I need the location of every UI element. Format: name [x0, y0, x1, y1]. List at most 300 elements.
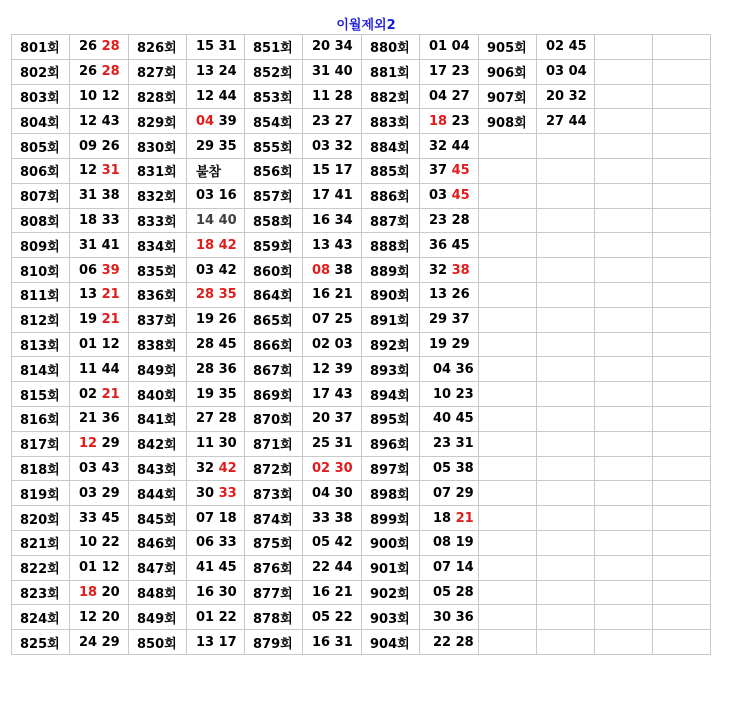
round-cell: 852회 — [245, 59, 303, 84]
number-value: 02 — [312, 460, 331, 476]
round-cell: 817회 — [12, 431, 70, 456]
numbers-cell — [303, 580, 362, 605]
round-cell — [479, 357, 537, 382]
round-cell — [479, 456, 537, 481]
round-cell — [479, 332, 537, 357]
round-cell: 897회 — [362, 456, 420, 481]
table-body — [12, 35, 711, 655]
numbers-cell — [420, 630, 479, 655]
number-value: 42 — [218, 460, 237, 476]
numbers-cell — [420, 580, 479, 605]
numbers-cell — [653, 307, 711, 332]
numbers-cell — [187, 630, 245, 655]
numbers-cell — [303, 134, 362, 159]
round-cell: 849회 — [129, 605, 187, 630]
number-value: 22 — [312, 560, 331, 576]
numbers-cell — [70, 35, 129, 60]
round-cell — [479, 382, 537, 407]
round-cell: 890회 — [362, 282, 420, 307]
numbers-cell — [420, 84, 479, 109]
round-cell — [595, 605, 653, 630]
round-cell: 854회 — [245, 109, 303, 134]
round-cell: 814회 — [12, 357, 70, 382]
number-value: 05 — [433, 584, 452, 600]
numbers-cell — [187, 406, 245, 431]
number-value: 01 — [79, 336, 98, 352]
round-cell — [479, 530, 537, 555]
number-value: 18 — [79, 212, 98, 228]
round-cell: 874회 — [245, 506, 303, 531]
numbers-cell — [303, 233, 362, 258]
number-value: 28 — [196, 287, 215, 303]
number-value: 29 — [455, 485, 474, 501]
number-value: 26 — [79, 64, 98, 80]
number-value: 27 — [546, 113, 565, 129]
number-value: 28 — [334, 88, 353, 104]
table-row — [12, 233, 711, 258]
number-value: 27 — [334, 113, 353, 129]
round-cell — [595, 258, 653, 283]
round-cell: 871회 — [245, 431, 303, 456]
number-value: 17 — [334, 163, 353, 179]
numbers-cell — [420, 382, 479, 407]
round-cell: 865회 — [245, 307, 303, 332]
numbers-cell — [420, 258, 479, 283]
number-value: 07 — [433, 485, 452, 501]
number-value: 08 — [312, 262, 331, 278]
round-cell: 823회 — [12, 580, 70, 605]
numbers-cell — [653, 555, 711, 580]
round-cell: 834회 — [129, 233, 187, 258]
round-cell: 807회 — [12, 183, 70, 208]
numbers-cell — [187, 530, 245, 555]
number-value: 02 — [546, 39, 565, 55]
number-value: 23 — [312, 113, 331, 129]
numbers-cell — [303, 605, 362, 630]
round-cell: 804회 — [12, 109, 70, 134]
round-cell: 908회 — [479, 109, 537, 134]
number-value: 41 — [101, 237, 120, 253]
round-cell: 831회 — [129, 158, 187, 183]
round-cell — [595, 406, 653, 431]
number-value: 12 — [101, 88, 120, 104]
number-value: 45 — [451, 237, 470, 253]
number-value: 13 — [429, 287, 448, 303]
number-value: 28 — [101, 39, 120, 55]
table-row — [12, 431, 711, 456]
number-value: 13 — [312, 237, 331, 253]
round-cell: 864회 — [245, 282, 303, 307]
number-value: 45 — [101, 510, 120, 526]
round-cell — [595, 456, 653, 481]
round-cell — [595, 382, 653, 407]
numbers-cell — [653, 258, 711, 283]
round-cell: 810회 — [12, 258, 70, 283]
round-cell: 859회 — [245, 233, 303, 258]
number-value: 29 — [196, 138, 215, 154]
round-cell — [595, 35, 653, 60]
numbers-cell — [303, 530, 362, 555]
table-row — [12, 332, 711, 357]
round-cell: 811회 — [12, 282, 70, 307]
number-value: 19 — [79, 312, 98, 328]
round-cell — [595, 630, 653, 655]
numbers-cell — [70, 580, 129, 605]
numbers-cell — [653, 382, 711, 407]
round-cell — [595, 332, 653, 357]
numbers-cell — [653, 59, 711, 84]
round-cell: 870회 — [245, 406, 303, 431]
number-value: 16 — [196, 584, 215, 600]
numbers-cell — [653, 506, 711, 531]
round-cell: 851회 — [245, 35, 303, 60]
number-value: 37 — [429, 163, 448, 179]
round-cell: 827회 — [129, 59, 187, 84]
number-value: 15 — [196, 39, 215, 55]
round-cell: 803회 — [12, 84, 70, 109]
numbers-cell — [537, 59, 595, 84]
round-cell — [595, 109, 653, 134]
round-cell: 895회 — [362, 406, 420, 431]
number-value: 21 — [101, 287, 120, 303]
number-value: 17 — [312, 386, 331, 402]
number-value: 13 — [196, 64, 215, 80]
round-cell: 879회 — [245, 630, 303, 655]
round-cell: 824회 — [12, 605, 70, 630]
number-value: 36 — [429, 237, 448, 253]
round-cell: 822회 — [12, 555, 70, 580]
table-row — [12, 481, 711, 506]
numbers-cell — [187, 332, 245, 357]
number-value: 20 — [101, 609, 120, 625]
numbers-cell — [420, 406, 479, 431]
number-value: 36 — [101, 411, 120, 427]
number-value: 31 — [218, 39, 237, 55]
absent-label: 불참 — [196, 165, 222, 181]
numbers-cell — [187, 134, 245, 159]
numbers-cell — [70, 506, 129, 531]
numbers-cell — [70, 84, 129, 109]
numbers-cell — [537, 605, 595, 630]
round-cell — [479, 134, 537, 159]
table-row — [12, 605, 711, 630]
round-cell: 887회 — [362, 208, 420, 233]
number-value: 06 — [196, 535, 215, 551]
number-value: 07 — [312, 312, 331, 328]
round-cell: 837회 — [129, 307, 187, 332]
round-cell — [479, 258, 537, 283]
numbers-cell — [303, 431, 362, 456]
number-value: 17 — [218, 634, 237, 650]
round-cell: 836회 — [129, 282, 187, 307]
table-row — [12, 158, 711, 183]
number-value: 04 — [196, 113, 215, 129]
round-cell: 901회 — [362, 555, 420, 580]
number-value: 07 — [433, 560, 452, 576]
number-value: 08 — [433, 535, 452, 551]
number-value: 13 — [196, 634, 215, 650]
number-value: 14 — [196, 212, 215, 228]
numbers-cell — [70, 530, 129, 555]
numbers-cell — [70, 382, 129, 407]
number-value: 35 — [218, 138, 237, 154]
number-value: 18 — [79, 584, 98, 600]
numbers-cell — [187, 456, 245, 481]
numbers-cell — [653, 456, 711, 481]
number-value: 37 — [334, 411, 353, 427]
numbers-cell — [187, 580, 245, 605]
round-cell: 845회 — [129, 506, 187, 531]
number-value: 30 — [218, 436, 237, 452]
number-value: 01 — [429, 39, 448, 55]
number-value: 23 — [455, 386, 474, 402]
table-row — [12, 406, 711, 431]
number-value: 38 — [334, 510, 353, 526]
round-cell: 900회 — [362, 530, 420, 555]
round-cell: 889회 — [362, 258, 420, 283]
round-cell: 832회 — [129, 183, 187, 208]
round-cell: 905회 — [479, 35, 537, 60]
round-cell: 835회 — [129, 258, 187, 283]
numbers-cell — [653, 630, 711, 655]
numbers-cell — [537, 456, 595, 481]
numbers-cell — [653, 134, 711, 159]
round-cell: 809회 — [12, 233, 70, 258]
number-value: 32 — [429, 138, 448, 154]
number-value: 38 — [334, 262, 353, 278]
numbers-cell — [187, 183, 245, 208]
round-cell: 808회 — [12, 208, 70, 233]
numbers-cell — [187, 431, 245, 456]
numbers-cell — [537, 134, 595, 159]
numbers-cell — [653, 35, 711, 60]
round-cell: 902회 — [362, 580, 420, 605]
numbers-cell — [187, 59, 245, 84]
number-value: 13 — [79, 287, 98, 303]
numbers-cell — [420, 506, 479, 531]
numbers-cell — [420, 233, 479, 258]
round-cell — [595, 84, 653, 109]
number-value: 03 — [196, 262, 215, 278]
number-value: 21 — [101, 386, 120, 402]
round-cell — [595, 431, 653, 456]
round-cell: 894회 — [362, 382, 420, 407]
numbers-cell — [420, 109, 479, 134]
round-cell: 876회 — [245, 555, 303, 580]
round-cell — [595, 208, 653, 233]
table-row — [12, 183, 711, 208]
round-cell: 818회 — [12, 456, 70, 481]
numbers-cell — [420, 605, 479, 630]
numbers-cell — [70, 134, 129, 159]
numbers-cell — [70, 357, 129, 382]
numbers-cell — [303, 183, 362, 208]
number-value: 16 — [218, 188, 237, 204]
number-value: 26 — [218, 312, 237, 328]
numbers-cell — [537, 506, 595, 531]
number-value: 28 — [218, 411, 237, 427]
numbers-cell — [303, 481, 362, 506]
round-cell: 892회 — [362, 332, 420, 357]
round-cell: 899회 — [362, 506, 420, 531]
numbers-cell — [70, 332, 129, 357]
round-cell: 893회 — [362, 357, 420, 382]
table-row — [12, 258, 711, 283]
numbers-cell — [303, 332, 362, 357]
number-value: 42 — [334, 535, 353, 551]
round-cell: 860회 — [245, 258, 303, 283]
round-cell: 848회 — [129, 580, 187, 605]
round-cell: 847회 — [129, 555, 187, 580]
round-cell: 813회 — [12, 332, 70, 357]
numbers-cell — [70, 481, 129, 506]
round-cell — [595, 481, 653, 506]
number-value: 37 — [451, 312, 470, 328]
number-value: 36 — [218, 361, 237, 377]
numbers-cell — [70, 258, 129, 283]
numbers-cell — [70, 208, 129, 233]
numbers-cell — [303, 258, 362, 283]
numbers-cell — [303, 84, 362, 109]
numbers-cell — [70, 158, 129, 183]
number-value: 03 — [546, 64, 565, 80]
number-value: 12 — [79, 163, 98, 179]
number-value: 44 — [218, 88, 237, 104]
number-value: 12 — [101, 336, 120, 352]
round-cell: 844회 — [129, 481, 187, 506]
numbers-cell — [187, 481, 245, 506]
numbers-cell — [537, 580, 595, 605]
number-value: 22 — [218, 609, 237, 625]
round-cell: 898회 — [362, 481, 420, 506]
number-value: 28 — [101, 64, 120, 80]
number-value: 35 — [218, 287, 237, 303]
table-row — [12, 382, 711, 407]
number-value: 17 — [429, 64, 448, 80]
numbers-cell — [187, 233, 245, 258]
round-cell: 833회 — [129, 208, 187, 233]
number-value: 43 — [101, 113, 120, 129]
number-value: 29 — [451, 336, 470, 352]
numbers-cell — [653, 183, 711, 208]
numbers-cell — [537, 431, 595, 456]
number-value: 12 — [101, 560, 120, 576]
number-value: 31 — [334, 436, 353, 452]
round-cell: 826회 — [129, 35, 187, 60]
number-value: 03 — [196, 188, 215, 204]
numbers-cell — [420, 282, 479, 307]
number-value: 19 — [196, 386, 215, 402]
numbers-cell — [537, 208, 595, 233]
numbers-cell — [653, 109, 711, 134]
numbers-cell — [187, 35, 245, 60]
round-cell — [479, 580, 537, 605]
round-cell: 857회 — [245, 183, 303, 208]
number-value: 19 — [455, 535, 474, 551]
number-value: 11 — [79, 361, 98, 377]
number-value: 27 — [196, 411, 215, 427]
number-value: 20 — [546, 88, 565, 104]
round-cell: 891회 — [362, 307, 420, 332]
number-value: 34 — [334, 212, 353, 228]
numbers-cell — [70, 406, 129, 431]
number-value: 41 — [196, 560, 215, 576]
round-cell: 806회 — [12, 158, 70, 183]
round-cell: 878회 — [245, 605, 303, 630]
numbers-cell — [653, 84, 711, 109]
numbers-cell — [537, 109, 595, 134]
round-cell: 853회 — [245, 84, 303, 109]
numbers-cell — [537, 332, 595, 357]
number-value: 01 — [79, 560, 98, 576]
number-value: 45 — [451, 163, 470, 179]
number-value: 43 — [334, 237, 353, 253]
number-value: 12 — [79, 436, 98, 452]
numbers-cell — [420, 35, 479, 60]
numbers-cell — [653, 530, 711, 555]
number-value: 45 — [455, 411, 474, 427]
number-value: 18 — [433, 510, 452, 526]
round-cell: 855회 — [245, 134, 303, 159]
number-value: 03 — [429, 188, 448, 204]
round-cell: 802회 — [12, 59, 70, 84]
round-cell: 858회 — [245, 208, 303, 233]
numbers-cell — [537, 183, 595, 208]
numbers-cell — [537, 357, 595, 382]
number-value: 29 — [429, 312, 448, 328]
numbers-cell — [420, 307, 479, 332]
numbers-cell — [537, 258, 595, 283]
number-value: 36 — [455, 609, 474, 625]
number-value: 28 — [196, 336, 215, 352]
numbers-cell — [303, 35, 362, 60]
round-cell — [479, 208, 537, 233]
numbers-cell — [70, 555, 129, 580]
numbers-cell — [653, 233, 711, 258]
numbers-cell — [420, 456, 479, 481]
number-value: 44 — [451, 138, 470, 154]
table-row — [12, 506, 711, 531]
round-cell: 840회 — [129, 382, 187, 407]
round-cell: 850회 — [129, 630, 187, 655]
number-value: 30 — [218, 584, 237, 600]
round-cell: 882회 — [362, 84, 420, 109]
number-value: 42 — [218, 262, 237, 278]
number-value: 21 — [334, 287, 353, 303]
numbers-cell — [303, 555, 362, 580]
number-value: 42 — [218, 237, 237, 253]
number-value: 35 — [218, 386, 237, 402]
numbers-cell — [420, 530, 479, 555]
numbers-cell — [420, 59, 479, 84]
round-cell — [595, 183, 653, 208]
numbers-cell — [187, 506, 245, 531]
number-value: 30 — [334, 460, 353, 476]
number-value: 31 — [79, 188, 98, 204]
number-value: 24 — [79, 634, 98, 650]
round-cell: 884회 — [362, 134, 420, 159]
numbers-cell — [420, 481, 479, 506]
round-cell: 875회 — [245, 530, 303, 555]
number-value: 12 — [79, 609, 98, 625]
numbers-cell — [537, 35, 595, 60]
number-value: 44 — [101, 361, 120, 377]
numbers-cell — [653, 357, 711, 382]
numbers-cell — [420, 332, 479, 357]
number-value: 06 — [79, 262, 98, 278]
number-value: 01 — [196, 609, 215, 625]
number-value: 45 — [568, 39, 587, 55]
